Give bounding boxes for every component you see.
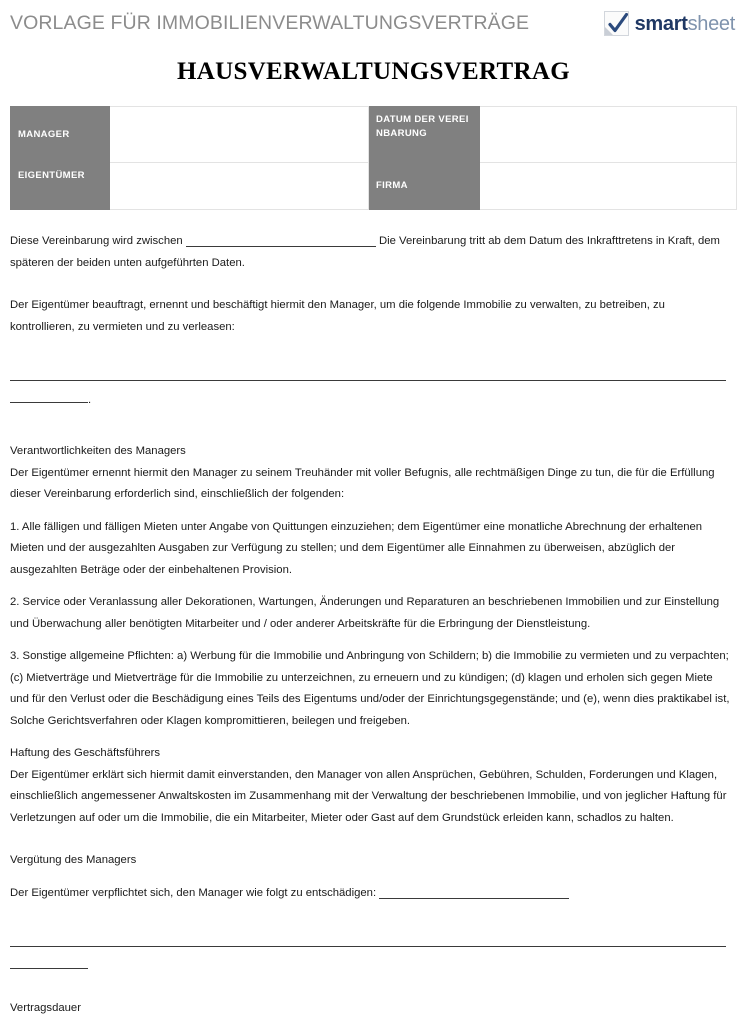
compensation-paragraph [10,883,730,905]
property-description-line-2 [10,390,730,412]
spacer [10,732,730,743]
spacer [10,411,730,441]
spacer [10,506,730,517]
responsibility-item-3: 3. Sonstige allgemeine Pflichten: a) Werbung für die Immobilie und Anbringung von Schildern; b) die Immobilie zu vermieten und zu verpachten; (c) Mietverträge und Mietverträge für die Immobilie zu unterzeichnen, zu erneuern und zu kündigen; (d) klagen und erholen sich gegen Miete und für den Verlust oder die Beschädigung eines Teils des Eigentums und/oder der Einrichtungsgegenstände; und (e), wenn dies praktikabel ist, Solche Gerichtsverfahren oder Klagen kompromittieren, beilegen und freigeben. [10,650,730,727]
property-description-period: . [88,393,92,406]
compensation-blank-field[interactable] [379,898,569,899]
blank-rule-full[interactable] [10,380,726,381]
checkmark-icon [604,11,629,36]
blank-rule-full[interactable] [10,946,726,947]
spacer [10,635,730,646]
label-manager: MANAGER [11,107,110,163]
smartsheet-logo [604,11,739,36]
spacer [10,274,730,295]
brand-word-sheet: sheet [687,12,735,35]
field-owner-value[interactable] [110,163,369,210]
intro-paragraph [10,231,730,274]
compensation-line-1 [10,934,730,956]
responsibilities-intro: Der Eigentümer ernennt hiermit den Manager zu seinem Treuhänder mit voller Befugnis, alle rechtmäßigen Dinge zu tun, die für die Erfüllung dieser Vereinbarung erforderlich sind, einschließlich der folgenden: [10,466,715,500]
property-description-line-1 [10,368,730,390]
table-row [11,163,737,210]
field-manager-value[interactable] [110,107,369,163]
blank-rule-short[interactable] [10,968,88,969]
blank-rule-short[interactable] [10,402,88,403]
page-title: HAUSVERWALTUNGSVERTRAG [177,58,570,85]
brand-wordmark [635,14,735,34]
spacer [10,872,730,883]
heading-compensation: Vergütung des Managers [10,854,137,866]
spacer [10,904,730,934]
field-agreement-date-value[interactable] [480,107,737,163]
intro-blank-field[interactable] [186,246,376,247]
label-company: FIRMA [369,163,480,210]
field-company-value[interactable] [480,163,737,210]
spacer [10,338,730,368]
template-title: VORLAGE FÜR IMMOBILIENVERWALTUNGSVERTRÄGE [10,12,530,34]
heading-responsibilities: Verantwortlichkeiten des Managers [10,445,186,457]
spacer [10,210,730,231]
agreement-info-table [10,106,737,210]
heading-liability: Haftung des Geschäftsführers [10,747,161,759]
spacer [10,977,730,998]
heading-term: Vertragsdauer [10,1002,81,1014]
compensation-text: Der Eigentümer verpflichtet sich, den Manager wie folgt zu entschädigen: [10,886,377,899]
spacer [10,581,730,592]
document-header [0,0,747,40]
responsibility-item-1: 1. Alle fälligen und fälligen Mieten unter Angabe von Quittungen einzuziehen; dem Eigentümer eine monatliche Abrechnung der erhaltenen Mieten und der ausgezahlten Ausgaben zur Verfügung zu stellen; und dem Eigentümer alle Einnahmen zu überweisen, abzüglich der ausgezahlten Beträge oder der einbehaltenen Provision. [10,520,703,576]
responsibility-item-2: 2. Service oder Veranlassung aller Dekorationen, Wartungen, Änderungen und Reparaturen an beschriebenen Immobilien und zur Einstellung und Überwachung aller benötigten Mitarbeiter und / oder anderer Arbeitskräfte für die Erbringung der Dienstleistung. [10,596,720,630]
brand-word-smart: smart [634,12,688,35]
intro-text-before: Diese Vereinbarung wird zwischen [10,235,183,247]
label-agreement-date: DATUM DER VEREINBARUNG [369,107,480,163]
label-owner: EIGENTÜMER [11,163,110,210]
table-row [11,107,737,163]
appointment-paragraph: Der Eigentümer beauftragt, ernennt und beschäftigt hiermit den Manager, um die folgende Immobilie zu verwalten, zu betreiben, zu kontrollieren, zu vermieten und zu verleasen: [10,299,665,333]
liability-paragraph: Der Eigentümer erklärt sich hiermit damit einverstanden, den Manager von allen Ansprüchen, Gebühren, Schulden, Forderungen und Klagen, einschließlich angemessener Anwaltskosten im Zusammenhang mit der Verwaltung der beschriebenen Immobilie, und von jeglicher Haftung für Verletzungen auf oder um die Immobilie, die ein Mitarbeiter, Mieter oder Gast auf dem Grundstück erleiden kann, schadlos zu halten. [10,768,727,824]
intro-text-after: Die Vereinbarung tritt ab dem Datum des Inkrafttretens in Kraft, dem späteren der beiden unten aufgeführten Daten. [10,235,720,269]
document-body [10,210,730,1020]
spacer [10,829,730,850]
compensation-line-2 [10,956,730,978]
